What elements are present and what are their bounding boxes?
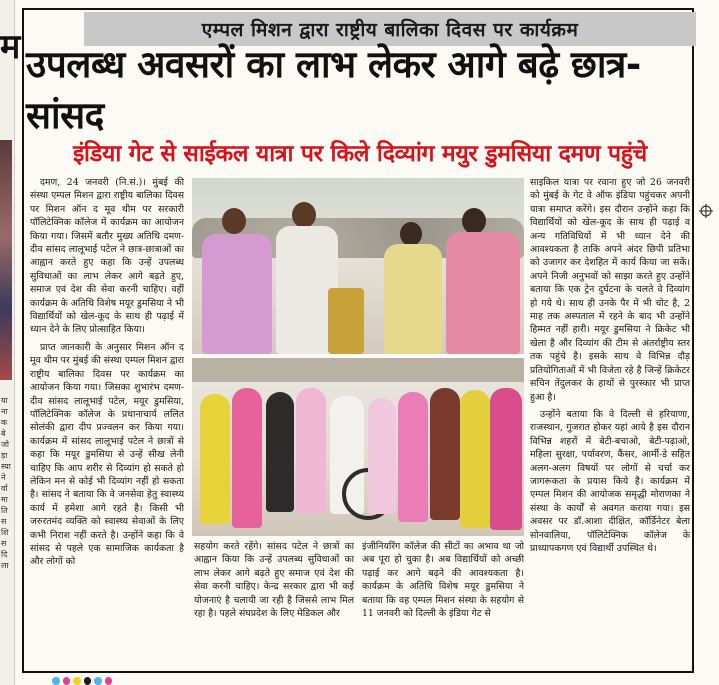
paragraph: सहयोग करते रहेंगे। सांसद पटेल ने छात्रों का आह्वान किया कि उन्हें उपलब्ध सुविधाओं का लाभ लेकर आगे बढ़ते हुए समाज एवं देश की सेवा करनी चाहिए। केन्द्र सरकार द्वारा भी कई योजनाएं है चलायी जा रही है जिससे लाभ मिल रहा है। पहले संघप्रदेश के लिए मेडिकल और — [194, 541, 354, 620]
subheadline — [26, 130, 694, 174]
article-column-1 — [30, 176, 184, 666]
paragraph: इंजीनियरिंग कॉलेज की सीटों का अभाव था जो अब पूरा हो चुका है। अब विद्यार्थियों को अच्छी पढ़ाई कर आगे बढ़ने की आवश्यकता है। कार्यक्रम के अतिथि विशेष मयूर डुमसिया ने बताया कि वह एम्पल मिशन संस्था के सहयोग से 11 जनवरी को दिल्ली के इंडिया गेट से — [362, 541, 524, 620]
photo-person — [202, 234, 272, 354]
photo-person — [266, 392, 294, 512]
article-column-3 — [362, 540, 524, 668]
photo-person — [490, 388, 522, 530]
color-dot — [84, 677, 92, 685]
photo-person — [296, 388, 326, 514]
photo-person — [446, 232, 520, 354]
adjacent-article-photo — [0, 140, 12, 380]
photo-person — [430, 388, 460, 520]
adjacent-article-text: या ना क बे जो ड़ा स्या ने र्वा मा ति स शि स दि ला — [1, 396, 11, 570]
registration-mark-icon — [699, 204, 713, 218]
photo-lamp — [328, 288, 364, 354]
paragraph: उन्होंने बताया कि वे दिल्ली से हरियाणा, राजस्थान, गुजरात होकर यहां आये है इस दौरान विभिन्न शहरों में बेटी-बचाओ, बेटी-पढ़ाओ, महिला सुरक्षा, पर्यावरण, कैंसर, आर्मी-डे सहित अलग-अलग विषयों पर लोगों से चर्चा कर जागरूकता के प्रयास किये है। कार्यक्रम में एम्पल मिशन की आयोजक समृद्धी मोराणका ने संस्था के कार्यों से अवगत कराया गया। इस अवसर पर डॉ.आशा दीक्षित, कॉर्डिनेटर बेला सोनवालिया, पॉलिटेक्निक कॉलेज के प्राध्यापकगण एवं विद्यार्थी उपस्थित थे। — [530, 408, 690, 554]
color-dot — [52, 677, 60, 685]
photo-person — [462, 208, 486, 234]
color-dot — [105, 677, 113, 685]
headline-text: उपलब्ध अवसरों का लाभ लेकर आगे बढ़े छात्र-सांसद — [26, 43, 641, 137]
article-column-2 — [194, 540, 354, 668]
color-dot — [73, 677, 81, 685]
color-dot — [94, 677, 102, 685]
photo-person — [398, 392, 428, 522]
headline — [26, 43, 694, 137]
paragraph: प्राप्त जानकारी के अनुसार मिशन ऑन द मूव थीम पर मुंबई की संस्था एम्पल मिशन द्वारा राष्ट्रीय बालिका दिवस पर कार्यक्रम का आयोजन किया गया। जिसका शुभारंभ दमण-दीव सांसद लालूभाई पटेल, मयूर डुमसिया, पॉलिटेक्निक कॉलेज के प्रधानाचार्य ललित सोलंकी द्वारा दीप प्रज्वलन कर किया गया। कार्यक्रम में सांसद लालूभाई पटेल ने छात्रों से कहा कि मयूर डुमसिया से उन्हें सीख लेनी चाहिए कि आप शरीर से दिव्यांग हो सकते हो लेकिन मन से कोई भी दिव्यांग नहीं हो सकता है। सांसद ने बताया कि वे जनसेवा हेतु स्वास्थ्य कार्य में हमेशा आगे रहते है। किसी भी जरुरतमंद व्यक्ति को स्वास्थ्य सेवाओं के लिए कभी निराश नहीं करते है। उन्होंने कहा कि वे सांसद से पहले एक सामाजिक कार्यकता है और लोगों को — [30, 341, 184, 568]
color-registration-dots — [52, 677, 112, 685]
kicker-text: एम्पल मिशन द्वारा राष्ट्रीय बालिका दिवस पर कार्यक्रम — [201, 19, 579, 41]
photo-person — [222, 208, 246, 234]
photo-person — [232, 388, 262, 528]
paragraph: दमण, 24 जनवरी (नि.सं.)। मुंबई की संस्था एम्पल मिशन द्वारा राष्ट्रीय बालिका दिवस पर मिशन ऑन द मूव थीम पर सरकारी पॉलिटेक्निक कॉलेज में कार्यक्रम का आयोजन किया गया। जिसमें बतौर मुख्य अतिथि दमण-दीव सांसद लालूभाई पटेल ने छात्र-छात्राओं का आह्वान करते हुए कहा कि उन्हें उपलब्ध सुविधाओं का लाभ लेकर आगे बढ़ते हुए, समाज एवं देश की सेवा करनी चाहिए। वहीं कार्यक्रम के अतिथि विशेष मयूर डुमसिया ने भी विद्यार्थियों को खेल-कूद के साथ ही पढ़ाई में ध्यान देने के लिए प्रोत्साहित किया। — [30, 177, 184, 336]
photo-group — [192, 358, 524, 536]
photo-person — [368, 398, 396, 514]
article-column-4 — [530, 176, 690, 666]
photo-person — [460, 390, 490, 528]
photo-person — [384, 244, 442, 354]
photo-person — [200, 394, 230, 524]
subheadline-text: इंडिया गेट से साईकल यात्रा पर किले दिव्यांग मयुर डुमसिया दमण पहुंचे — [73, 141, 647, 167]
color-dot — [63, 677, 71, 685]
photo-person — [400, 222, 422, 246]
adjacent-article-glyph: म — [0, 27, 21, 67]
photo-person — [292, 202, 316, 228]
paragraph: साइकिल यात्रा पर रवाना हुए जो 26 जनवरी को मुंबई के गेट वे ऑफ इंडिया पहुंचकर अपनी यात्रा समाप्त करेंगे। इस दौरान उन्होंने कहा कि विद्यार्थियों को खेल-कूद के साथ ही पढ़ाई व अन्य गतिविधियों में भी ध्यान देने की आवश्यकता है ताकि अपने अंदर छिपी प्रतिभा को उजागर कर देशहित में कार्य किया जा सकें। अपने निजी अनुभवों को साझा करते हुए उन्होंने बताया कि एक ट्रेन दुर्घटना के चलते वे दिव्यांग हो गये थे। साथ ही उनके पैर में भी चोट है, 2 माह तक अस्पताल में रहने के बाद भी उन्होंने हिम्मत नहीं हारी। मयूर डुमसिया ने क्रिकेट भी खेला है और दिव्यांग की टीम से अंतर्राष्ट्रीय स्तर तक पहुंचे है। इसके साथ वे विभिन्न दौड़ प्रतियोगिताओं में भी विजेता रहे है जिन्हें क्रिकेटर सचिन तेंदुलकर के हाथों से पुरस्कार भी प्राप्त हुआ है। — [530, 177, 690, 403]
adjacent-article-strip — [0, 0, 21, 685]
photo-lamp-lighting — [192, 178, 524, 354]
photo-wall — [192, 358, 524, 382]
